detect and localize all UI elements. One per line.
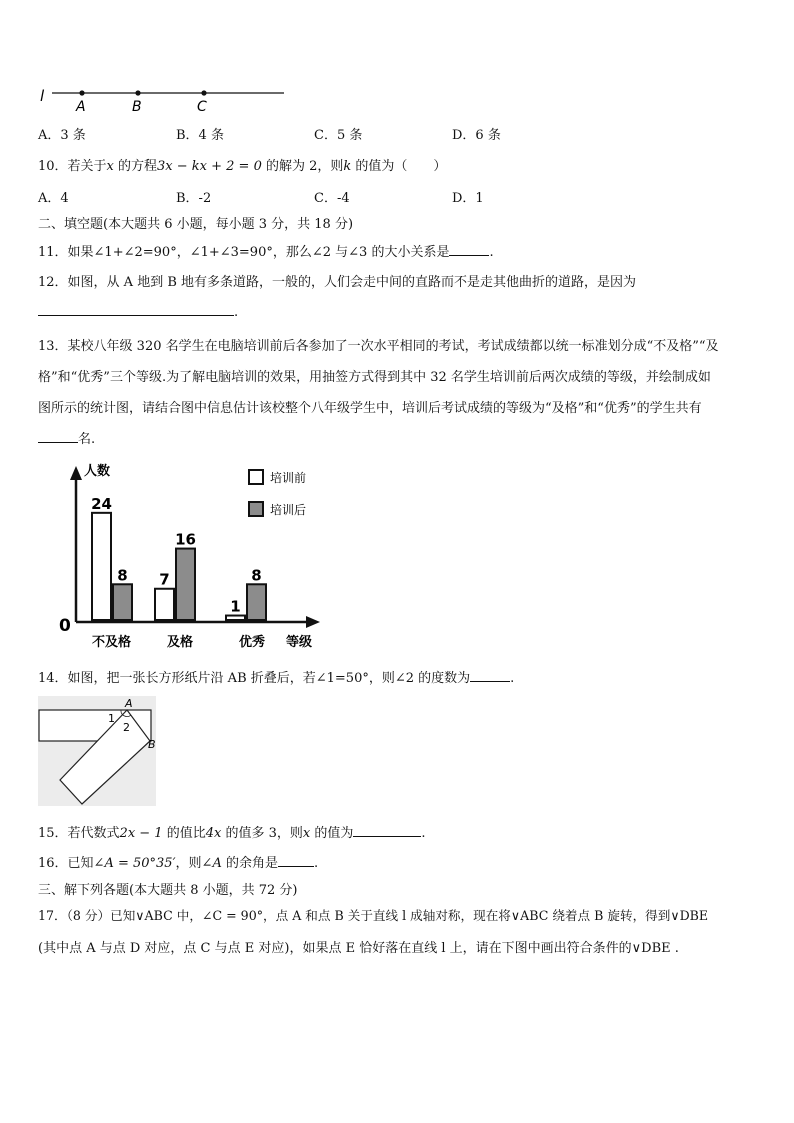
q9-option-b: B．4 条 xyxy=(176,128,224,143)
point-c-dot xyxy=(201,90,206,95)
q16-expr: ∠A = 50°35′ xyxy=(93,856,176,871)
q16-stem xyxy=(38,852,318,871)
q12-stem: 12．如图，从 A 地到 B 地有多条道路，一般的，人们会走中间的直路而不是走其他曲折的道路，是因为 xyxy=(38,275,637,290)
q15-var: x xyxy=(302,826,311,841)
bar-fail-after xyxy=(113,584,132,620)
q10-option-b: B．-2 xyxy=(176,191,212,206)
q10-mid1: 的方程 xyxy=(113,159,158,174)
q16-answer-blank xyxy=(278,866,314,867)
bar-excellent-after xyxy=(247,584,266,620)
value-label-fail-before: 24 xyxy=(91,494,112,513)
q10-option-d: D．1 xyxy=(452,191,484,206)
q10-equation: 3x − kx + 2 = 0 xyxy=(157,159,262,174)
value-label-fail-after: 8 xyxy=(117,566,128,585)
bars-group xyxy=(91,495,266,620)
value-label-pass-before: 7 xyxy=(159,570,170,589)
q13-line-3: 图所示的统计图，请结合图中信息估计该校整个八年级学生中，培训后考试成绩的等级为“及格”和“优秀”的学生共有 xyxy=(38,401,702,416)
q15-mid: 的值比 xyxy=(162,826,206,841)
point-b-label: B xyxy=(132,99,142,115)
y-axis-arrow xyxy=(70,466,82,480)
q15-expr1: 2x − 1 xyxy=(119,826,163,841)
category-label-excellent: 优秀 xyxy=(239,635,266,650)
q9-line-figure xyxy=(36,84,296,116)
q9-option-d: D．6 条 xyxy=(452,128,501,143)
q13-end: 名. xyxy=(78,432,96,447)
q10-mid2: 的解为 2，则 xyxy=(261,159,344,174)
q15-answer-blank xyxy=(353,836,421,837)
line-label-l: l xyxy=(40,87,45,105)
legend-swatch-after xyxy=(249,502,263,516)
q9-option-c: C．5 条 xyxy=(314,128,363,143)
q11-end: . xyxy=(489,245,494,260)
q13-bar-chart xyxy=(54,460,326,652)
legend-swatch-before xyxy=(249,470,263,484)
point-b-dot xyxy=(135,90,140,95)
q9-option-a: A．3 条 xyxy=(38,128,86,143)
category-label-pass: 及格 xyxy=(167,635,194,650)
value-label-excellent-before: 1 xyxy=(230,597,241,616)
q17-line-2: (其中点 A 与点 D 对应，点 C 与点 E 对应)，如果点 E 恰好落在直线 l 上，请在下图中画出符合条件的∨DBE . xyxy=(38,941,679,956)
q10-stem xyxy=(38,155,446,174)
q13-line-1: 13．某校八年级 320 名学生在电脑培训前后各参加了一次水平相同的考试，考试成绩都以统一标准划分成“不及格”“及 xyxy=(38,339,719,354)
q15-stem xyxy=(38,822,426,841)
q17-line-1: 17．（8 分）已知∨ABC 中，∠C = 90°，点 A 和点 B 关于直线 l 成轴对称，现在将∨ABC 绕着点 B 旋转，得到∨DBE xyxy=(38,908,709,923)
q15-expr2: 4x xyxy=(205,826,222,841)
point-a-label: A xyxy=(76,99,86,115)
q15-end: . xyxy=(421,826,426,841)
q10-option-c: C．-4 xyxy=(314,191,350,206)
q13-line-4 xyxy=(38,428,95,447)
q16-suffix: 的余角是 xyxy=(221,856,278,871)
y-axis-title: 人数 xyxy=(84,464,111,479)
value-label-excellent-after: 8 xyxy=(251,566,262,585)
q15-prefix: 15．若代数式 xyxy=(38,826,120,841)
bar-fail-before xyxy=(92,513,111,620)
q11-answer-blank xyxy=(449,255,489,256)
q10-var-x: x xyxy=(106,159,114,174)
q13-line-2: 格”和“优秀”三个等级.为了解电脑培训的效果，用抽签方式得到其中 32 名学生培训前后两次成绩的等级，并绘制成如 xyxy=(38,370,711,385)
q11-text: 11．如果∠1+∠2=90°，∠1+∠3=90°，那么∠2 与∠3 的大小关系是 xyxy=(38,245,450,260)
q13-answer-blank xyxy=(38,442,78,443)
q15-mid2: 的值多 3，则 xyxy=(221,826,303,841)
q16-mid: ，则 xyxy=(175,856,202,871)
x-axis-title: 等级 xyxy=(286,635,313,650)
label-a: A xyxy=(125,697,133,710)
label-angle-2: 2 xyxy=(123,721,130,734)
q10-var-k: k xyxy=(343,159,352,174)
q10-option-a: A．4 xyxy=(38,191,69,206)
origin-label: 0 xyxy=(59,616,71,636)
bar-pass-before xyxy=(155,589,174,620)
point-a-dot xyxy=(79,90,84,95)
q16-prefix: 16．已知 xyxy=(38,856,94,871)
section-2-title: 二、填空题(本大题共 6 小题，每小题 3 分，共 18 分) xyxy=(38,217,354,232)
q10-prefix: 10．若关于 xyxy=(38,159,107,174)
q16-angle: ∠A xyxy=(201,856,222,871)
label-b: B xyxy=(148,738,156,751)
q10-suffix: 的值为（ ） xyxy=(351,159,447,174)
q11-stem xyxy=(38,241,494,260)
legend-label-after: 培训后 xyxy=(270,503,307,517)
q14-stem xyxy=(38,667,514,686)
q14-end: . xyxy=(510,671,515,686)
q12-answer-blank xyxy=(38,315,234,316)
q12-end: . xyxy=(234,305,239,320)
x-axis-arrow xyxy=(306,616,320,628)
legend-label-before: 培训前 xyxy=(270,471,307,485)
q14-fold-figure xyxy=(38,696,162,808)
q12-answer-line xyxy=(38,305,238,320)
q16-end: . xyxy=(313,856,319,871)
q14-text: 14．如图，把一张长方形纸片沿 AB 折叠后，若∠1=50°，则∠2 的度数为 xyxy=(38,671,471,686)
q14-answer-blank xyxy=(470,681,510,682)
value-label-pass-after: 16 xyxy=(175,530,196,549)
section-3-title: 三、解下列各题(本大题共 8 小题，共 72 分) xyxy=(38,883,298,898)
bar-pass-after xyxy=(176,549,195,620)
bar-excellent-before xyxy=(226,616,245,620)
point-c-label: C xyxy=(197,99,207,115)
label-angle-1: 1 xyxy=(108,712,115,725)
q15-suffix: 的值为 xyxy=(310,826,354,841)
category-label-fail: 不及格 xyxy=(92,635,132,650)
